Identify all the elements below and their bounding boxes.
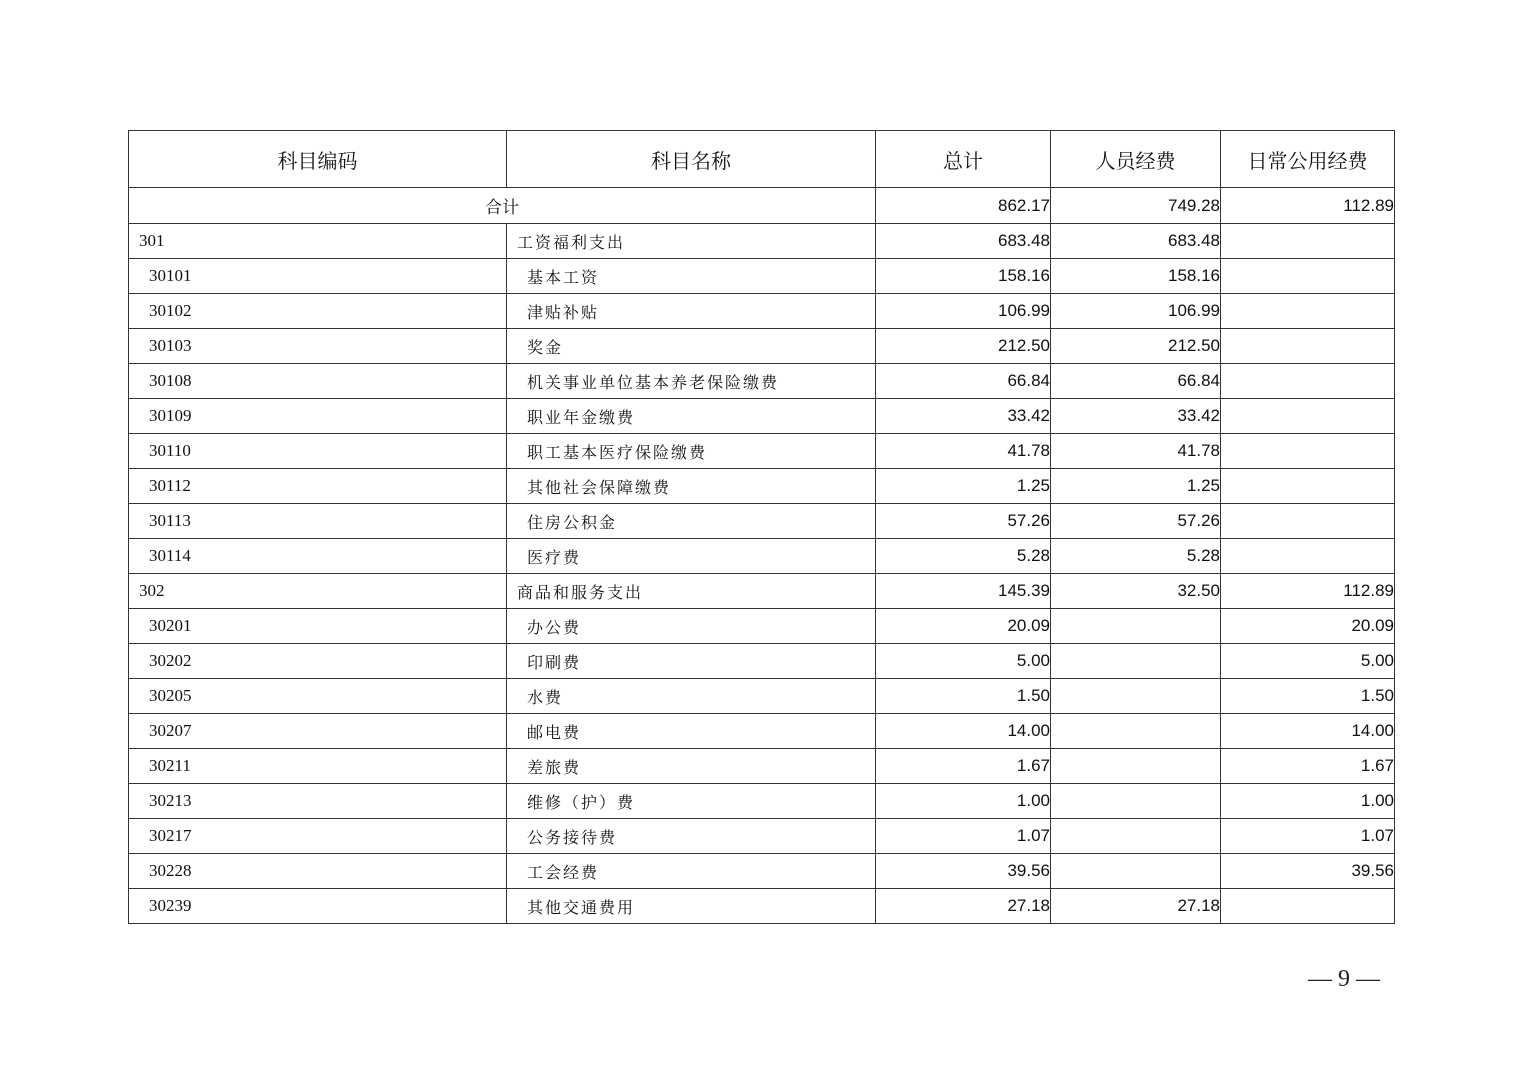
- row-total: 14.00: [876, 714, 1051, 749]
- row-total: 39.56: [876, 854, 1051, 889]
- row-name: 水费: [507, 679, 876, 714]
- row-code: 30202: [129, 644, 507, 679]
- row-total: 1.67: [876, 749, 1051, 784]
- row-personnel: 57.26: [1051, 504, 1221, 539]
- row-personnel: 27.18: [1051, 889, 1221, 924]
- row-personnel: 32.50: [1051, 574, 1221, 609]
- row-name: 津贴补贴: [507, 294, 876, 329]
- row-code: 30205: [129, 679, 507, 714]
- row-public: [1221, 469, 1395, 504]
- row-total: 1.50: [876, 679, 1051, 714]
- row-code: 30217: [129, 819, 507, 854]
- table-row: [129, 224, 1395, 259]
- row-name: 其他社会保障缴费: [507, 469, 876, 504]
- table-row: [129, 259, 1395, 294]
- row-total: 212.50: [876, 329, 1051, 364]
- row-personnel: 41.78: [1051, 434, 1221, 469]
- row-name: 职业年金缴费: [507, 399, 876, 434]
- row-personnel: [1051, 609, 1221, 644]
- page-number: — 9 —: [1308, 966, 1380, 992]
- row-public: [1221, 294, 1395, 329]
- row-total: 41.78: [876, 434, 1051, 469]
- total-label: 合计: [129, 188, 876, 224]
- table-row: [129, 889, 1395, 924]
- header-personnel: 人员经费: [1051, 131, 1221, 188]
- table-row: [129, 504, 1395, 539]
- row-code: 30207: [129, 714, 507, 749]
- row-total: 158.16: [876, 259, 1051, 294]
- table-body: [129, 188, 1395, 924]
- row-public: [1221, 539, 1395, 574]
- row-total: 5.00: [876, 644, 1051, 679]
- row-total: 57.26: [876, 504, 1051, 539]
- row-public: [1221, 329, 1395, 364]
- table-row: [129, 854, 1395, 889]
- table-row: [129, 364, 1395, 399]
- row-name: 其他交通费用: [507, 889, 876, 924]
- row-name: 邮电费: [507, 714, 876, 749]
- total-public: 112.89: [1221, 188, 1395, 224]
- row-personnel: 158.16: [1051, 259, 1221, 294]
- row-total: 1.00: [876, 784, 1051, 819]
- row-public: [1221, 364, 1395, 399]
- table-row: [129, 574, 1395, 609]
- row-public: 1.67: [1221, 749, 1395, 784]
- row-code: 30109: [129, 399, 507, 434]
- row-personnel: [1051, 854, 1221, 889]
- row-name: 奖金: [507, 329, 876, 364]
- table-row: [129, 329, 1395, 364]
- header-total: 总计: [876, 131, 1051, 188]
- total-total: 862.17: [876, 188, 1051, 224]
- table-row: [129, 644, 1395, 679]
- row-public: [1221, 399, 1395, 434]
- row-personnel: [1051, 819, 1221, 854]
- row-personnel: 66.84: [1051, 364, 1221, 399]
- row-total: 1.07: [876, 819, 1051, 854]
- header-code: 科目编码: [129, 131, 507, 188]
- header-name: 科目名称: [507, 131, 876, 188]
- row-total: 33.42: [876, 399, 1051, 434]
- table-row: [129, 714, 1395, 749]
- table-row: [129, 609, 1395, 644]
- table-row: [129, 469, 1395, 504]
- row-total: 106.99: [876, 294, 1051, 329]
- row-code: 30213: [129, 784, 507, 819]
- row-name: 维修（护）费: [507, 784, 876, 819]
- row-code: 30112: [129, 469, 507, 504]
- row-code: 30110: [129, 434, 507, 469]
- row-name: 差旅费: [507, 749, 876, 784]
- row-public: 20.09: [1221, 609, 1395, 644]
- row-personnel: 33.42: [1051, 399, 1221, 434]
- row-personnel: [1051, 679, 1221, 714]
- row-personnel: [1051, 784, 1221, 819]
- row-personnel: 683.48: [1051, 224, 1221, 259]
- table-row: [129, 294, 1395, 329]
- row-total: 145.39: [876, 574, 1051, 609]
- row-public: 14.00: [1221, 714, 1395, 749]
- row-name: 印刷费: [507, 644, 876, 679]
- row-total: 66.84: [876, 364, 1051, 399]
- row-total: 683.48: [876, 224, 1051, 259]
- total-row: [129, 188, 1395, 224]
- row-name: 住房公积金: [507, 504, 876, 539]
- table-row: [129, 399, 1395, 434]
- row-personnel: [1051, 644, 1221, 679]
- row-name: 医疗费: [507, 539, 876, 574]
- row-code: 30201: [129, 609, 507, 644]
- row-personnel: 212.50: [1051, 329, 1221, 364]
- row-public: [1221, 504, 1395, 539]
- row-total: 1.25: [876, 469, 1051, 504]
- row-code: 302: [129, 574, 507, 609]
- row-name: 职工基本医疗保险缴费: [507, 434, 876, 469]
- row-personnel: [1051, 749, 1221, 784]
- header-row: [129, 131, 1395, 188]
- header-public: 日常公用经费: [1221, 131, 1395, 188]
- row-code: 30114: [129, 539, 507, 574]
- row-personnel: [1051, 714, 1221, 749]
- table-row: [129, 749, 1395, 784]
- table-row: [129, 679, 1395, 714]
- row-code: 30113: [129, 504, 507, 539]
- row-code: 30211: [129, 749, 507, 784]
- table-row: [129, 539, 1395, 574]
- row-code: 30108: [129, 364, 507, 399]
- row-public: [1221, 889, 1395, 924]
- row-name: 公务接待费: [507, 819, 876, 854]
- row-code: 30103: [129, 329, 507, 364]
- row-personnel: 1.25: [1051, 469, 1221, 504]
- row-name: 工资福利支出: [507, 224, 876, 259]
- row-name: 办公费: [507, 609, 876, 644]
- row-public: [1221, 434, 1395, 469]
- row-public: 39.56: [1221, 854, 1395, 889]
- row-public: 1.07: [1221, 819, 1395, 854]
- row-code: 30101: [129, 259, 507, 294]
- row-code: 301: [129, 224, 507, 259]
- row-code: 30102: [129, 294, 507, 329]
- row-code: 30228: [129, 854, 507, 889]
- row-name: 机关事业单位基本养老保险缴费: [507, 364, 876, 399]
- table-row: [129, 819, 1395, 854]
- row-name: 商品和服务支出: [507, 574, 876, 609]
- row-public: 112.89: [1221, 574, 1395, 609]
- row-code: 30239: [129, 889, 507, 924]
- table-row: [129, 434, 1395, 469]
- table-row: [129, 784, 1395, 819]
- expense-table: [128, 130, 1395, 924]
- total-personnel: 749.28: [1051, 188, 1221, 224]
- row-public: 1.00: [1221, 784, 1395, 819]
- row-name: 基本工资: [507, 259, 876, 294]
- row-total: 20.09: [876, 609, 1051, 644]
- row-personnel: 5.28: [1051, 539, 1221, 574]
- row-public: [1221, 259, 1395, 294]
- row-personnel: 106.99: [1051, 294, 1221, 329]
- row-public: 5.00: [1221, 644, 1395, 679]
- row-total: 27.18: [876, 889, 1051, 924]
- row-public: 1.50: [1221, 679, 1395, 714]
- row-public: [1221, 224, 1395, 259]
- row-name: 工会经费: [507, 854, 876, 889]
- row-total: 5.28: [876, 539, 1051, 574]
